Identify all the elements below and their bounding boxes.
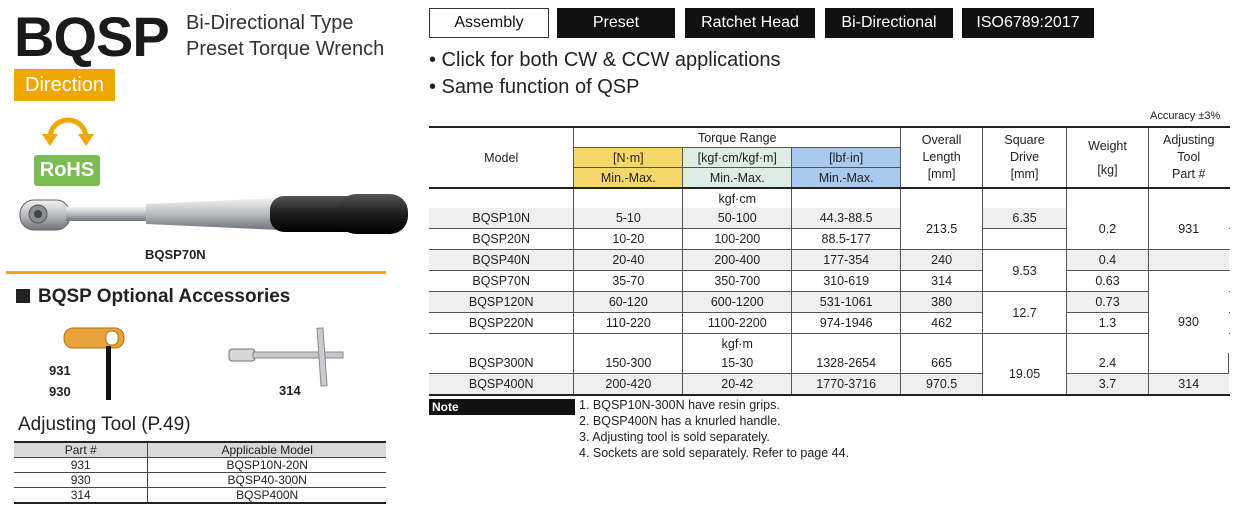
row-nm: 10-20 (574, 229, 683, 250)
subtitle-line-2: Preset Torque Wrench (186, 38, 385, 60)
wrench-caption: BQSP70N (145, 247, 206, 262)
row-nm: 110-220 (574, 313, 683, 334)
part-number: 931 (14, 458, 148, 473)
row-lbf: 974-1946 (792, 313, 901, 334)
row-model: BQSP220N (468, 316, 534, 330)
part-number: 314 (14, 488, 148, 504)
row-drive: 9.53 (983, 250, 1067, 292)
specification-table (429, 126, 1229, 396)
table-header-row (14, 442, 386, 458)
header-overall-length (901, 127, 983, 188)
table-row (429, 374, 1229, 396)
row-length: 665 (901, 353, 983, 374)
table-row (14, 473, 386, 488)
table-row (429, 271, 1229, 292)
unit-kgf: [kgf·cm/kgf·m] (683, 148, 792, 168)
row-drive: 19.05 (983, 353, 1067, 395)
rohs-badge: RoHS (34, 155, 100, 186)
header-adjusting-tool-label: Adjusting Tool (1163, 133, 1215, 164)
row-drive: 6.35 (983, 208, 1067, 229)
row-nm: 60-120 (574, 292, 683, 313)
minmax-lbf: Min.-Max. (792, 168, 901, 189)
table-row (429, 250, 1229, 271)
unit-lbf: [lbf·in] (792, 148, 901, 168)
minmax-nm: Min.-Max. (574, 168, 683, 189)
row-model: BQSP70N (472, 274, 531, 288)
row-kgf: 20-42 (683, 374, 792, 396)
table-row (429, 353, 1229, 374)
header-square-drive-unit: [mm] (1010, 167, 1039, 181)
section-bullet-square (16, 289, 30, 303)
row-model: BQSP40N (429, 250, 574, 271)
accessory-label-930: 930 (49, 384, 71, 399)
applicable-model: BQSP40-300N (148, 473, 386, 488)
row-tool: 314 (1148, 374, 1228, 396)
row-length: 314 (901, 271, 983, 292)
model-code-title: BQSP (14, 5, 169, 68)
table-header-row (429, 127, 1229, 148)
row-model: BQSP10N (429, 208, 574, 229)
row-tool: 930 (1148, 271, 1228, 374)
row-lbf: 531-1061 (792, 292, 901, 313)
row-length: 213.5 (901, 208, 983, 250)
subtitle-line-1: Bi-Directional Type (186, 12, 354, 34)
unit-row-kgfm (429, 334, 1229, 354)
row-tool: 931 (1148, 208, 1228, 250)
row-lbf: 88.5-177 (792, 229, 901, 250)
tag-preset: Preset (557, 8, 675, 38)
row-length: 240 (901, 250, 983, 271)
bidirectional-arrows-icon (40, 108, 96, 154)
unit-row-kgfcm (429, 188, 1229, 208)
unit-kgfm: kgf·m (683, 334, 792, 354)
row-lbf: 1328-2654 (792, 353, 901, 374)
tag-iso: ISO6789:2017 (962, 8, 1094, 38)
note-item-1: 1. BQSP10N-300N have resin grips. (579, 398, 780, 412)
applicable-model: BQSP400N (148, 488, 386, 504)
row-weight: 0.4 (1067, 250, 1149, 271)
row-model: BQSP20N (472, 232, 531, 246)
table-row (429, 292, 1229, 313)
applicable-model: BQSP10N-20N (148, 458, 386, 473)
note-label: Note (429, 399, 575, 415)
row-model: BQSP400N (429, 374, 574, 396)
header-square-drive (983, 127, 1067, 188)
extension-bar-tool-image (225, 326, 355, 388)
part-number: 930 (14, 473, 148, 488)
unit-nm: [N·m] (574, 148, 683, 168)
feature-bullet-1: • Click for both CW & CCW applications (429, 49, 781, 71)
t-handle-tool-image (62, 322, 128, 402)
feature-bullet-2: • Same function of QSP (429, 76, 640, 98)
header-adjusting-tool-part: Part # (1172, 167, 1206, 181)
row-weight: 0.73 (1067, 292, 1149, 313)
row-kgf: 100-200 (683, 229, 792, 250)
adjusting-tool-table (14, 441, 386, 504)
accuracy-note: Accuracy ±3% (1150, 110, 1221, 122)
header-weight-unit: [kg] (1097, 162, 1118, 177)
section-divider (6, 271, 386, 274)
row-length: 462 (901, 313, 983, 334)
row-nm: 35-70 (574, 271, 683, 292)
unit-kgfcm: kgf·cm (683, 188, 792, 208)
row-model: BQSP120N (429, 292, 574, 313)
row-drive: 12.7 (983, 292, 1067, 334)
column-header: Applicable Model (148, 442, 386, 458)
row-weight: 3.7 (1067, 374, 1149, 396)
tag-bi-directional: Bi-Directional (825, 8, 953, 38)
tag-assembly: Assembly (429, 8, 549, 38)
row-nm: 5-10 (574, 208, 683, 229)
row-weight: 2.4 (1067, 353, 1149, 374)
row-lbf: 177-354 (792, 250, 901, 271)
header-model: Model (484, 150, 519, 165)
row-kgf: 200-400 (683, 250, 792, 271)
table-row (429, 208, 1229, 229)
accessory-label-931: 931 (49, 363, 71, 378)
row-kgf: 600-1200 (683, 292, 792, 313)
row-weight: 1.3 (1067, 313, 1149, 334)
accessories-title: BQSP Optional Accessories (38, 286, 291, 307)
note-item-3: 3. Adjusting tool is sold separately. (579, 430, 770, 444)
row-lbf: 310-619 (792, 271, 901, 292)
header-torque-range: Torque Range (574, 127, 901, 148)
header-square-drive-label: Square Drive (1004, 133, 1045, 164)
row-lbf: 1770-3716 (792, 374, 901, 396)
header-overall-length-unit: [mm] (927, 167, 956, 181)
note-item-4: 4. Sockets are sold separately. Refer to page 44. (579, 446, 850, 460)
row-kgf: 15-30 (683, 353, 792, 374)
row-nm: 200-420 (574, 374, 683, 396)
row-weight: 0.63 (1067, 271, 1149, 292)
row-kgf: 1100-2200 (683, 313, 792, 334)
adjusting-tool-title: Adjusting Tool (P.49) (18, 414, 191, 435)
header-adjusting-tool (1148, 127, 1228, 188)
row-nm: 20-40 (574, 250, 683, 271)
row-nm: 150-300 (574, 353, 683, 374)
header-weight (1067, 127, 1149, 188)
column-header: Part # (14, 442, 148, 458)
direction-badge: Direction (14, 69, 115, 101)
torque-wrench-image (18, 190, 410, 242)
header-weight-label: Weight (1088, 138, 1127, 153)
row-length: 380 (901, 292, 983, 313)
row-weight: 0.2 (1067, 208, 1149, 250)
row-model: BQSP300N (468, 356, 534, 370)
tag-ratchet-head: Ratchet Head (685, 8, 815, 38)
row-kgf: 50-100 (683, 208, 792, 229)
row-kgf: 350-700 (683, 271, 792, 292)
accessory-label-314: 314 (279, 383, 301, 398)
note-item-2: 2. BQSP400N has a knurled handle. (579, 414, 781, 428)
header-overall-length-label: Overall Length (921, 133, 962, 164)
row-lbf: 44.3-88.5 (792, 208, 901, 229)
row-length: 970.5 (901, 374, 983, 396)
table-row (14, 458, 386, 473)
minmax-kgf: Min.-Max. (683, 168, 792, 189)
table-row (429, 313, 1229, 334)
table-row (14, 488, 386, 504)
